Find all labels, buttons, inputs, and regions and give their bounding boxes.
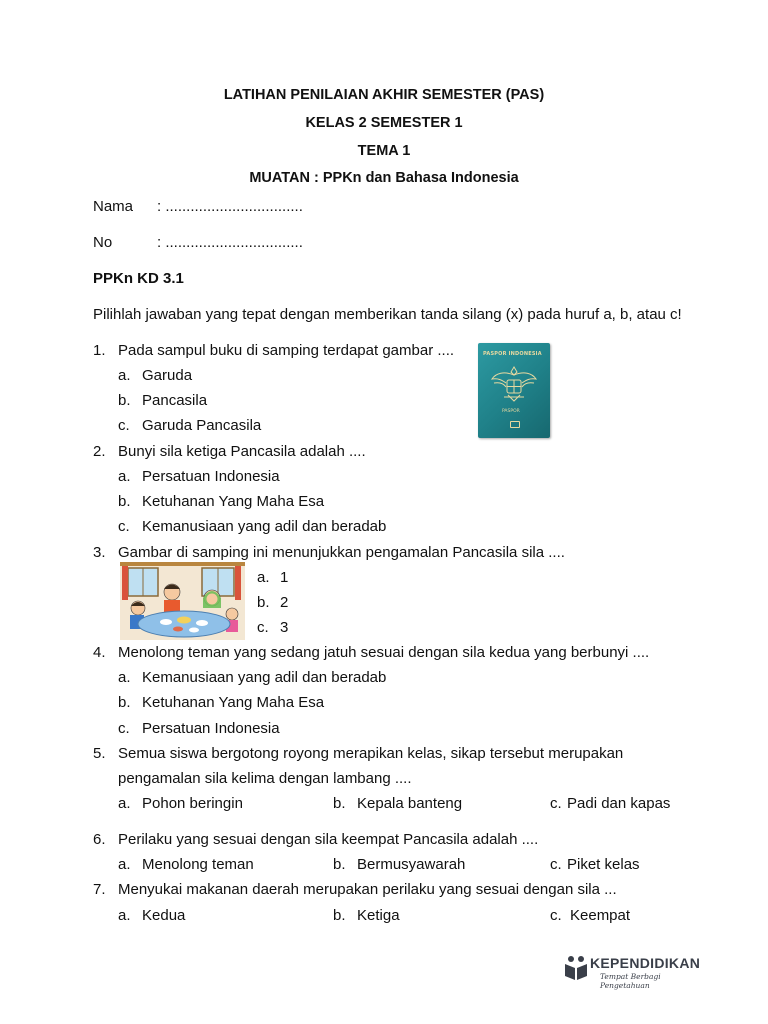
option-label: c. [257, 619, 269, 636]
no-field: : ................................. [157, 234, 303, 251]
kependidikan-logo [562, 953, 702, 990]
option-label: b. [333, 795, 346, 812]
option-label: a. [118, 367, 131, 384]
option-label: b. [118, 694, 131, 711]
option-text: Padi dan kapas [567, 795, 671, 812]
option-label: b. [118, 392, 131, 409]
question-text: Perilaku yang sesuai dengan sila keempat Pancasila adalah .... [118, 831, 539, 848]
option-label: b. [333, 856, 346, 873]
passport-title: PASPOR INDONESIA [483, 351, 542, 357]
question-text: Bunyi sila ketiga Pancasila adalah .... [118, 443, 366, 460]
question-text: Gambar di samping ini menunjukkan pengamalan Pancasila sila .... [118, 544, 565, 561]
question-text: Pada sampul buku di samping terdapat gambar .... [118, 342, 455, 359]
question-text: Menyukai makanan daerah merupakan perilaku yang sesuai dengan sila ... [118, 881, 617, 898]
subject-title: MUATAN : PPKn dan Bahasa Indonesia [249, 170, 519, 186]
option-text: Kemanusiaan yang adil dan beradab [142, 669, 387, 686]
option-label: c. [118, 417, 130, 434]
option-text: Ketuhanan Yang Maha Esa [142, 694, 325, 711]
book-people-icon [564, 955, 588, 981]
logo-tagline: Tempat Berbagi Pengetahuan [600, 972, 661, 990]
class-semester: KELAS 2 SEMESTER 1 [305, 115, 463, 131]
option-text: Kedua [142, 907, 186, 924]
garuda-emblem-icon [490, 363, 538, 405]
exam-title: LATIHAN PENILAIAN AKHIR SEMESTER (PAS) [223, 87, 545, 103]
option-label: c. [550, 856, 562, 873]
option-label: b. [257, 594, 270, 611]
question-text: Semua siswa bergotong royong merapikan kelas, sikap tersebut merupakan [118, 745, 624, 762]
option-label: a. [118, 468, 131, 485]
option-label: a. [118, 907, 131, 924]
option-text: Piket kelas [567, 856, 640, 873]
passport-subtitle: PASPOR [502, 409, 520, 414]
question-text: Menolong teman yang sedang jatuh sesuai dengan sila kedua yang berbunyi .... [118, 644, 650, 661]
option-text: 1 [280, 569, 289, 586]
option-text: Pancasila [142, 392, 208, 409]
chip-icon [510, 421, 520, 428]
section-title: PPKn KD 3.1 [93, 270, 184, 287]
no-label: No [93, 234, 113, 251]
question-number: 5. [93, 745, 106, 762]
option-text: Bermusyawarah [357, 856, 466, 873]
option-label: c. [118, 720, 130, 737]
option-text: Garuda [142, 367, 193, 384]
option-text: Ketuhanan Yang Maha Esa [142, 493, 325, 510]
question-number: 7. [93, 881, 106, 898]
option-label: c. [550, 907, 562, 924]
option-text: Kepala banteng [357, 795, 463, 812]
question-number: 1. [93, 342, 106, 359]
option-label: a. [118, 856, 131, 873]
theme-title: TEMA 1 [357, 143, 411, 159]
nama-label: Nama [93, 198, 134, 215]
option-text: 3 [280, 619, 289, 636]
question-number: 3. [93, 544, 106, 561]
option-text: Persatuan Indonesia [142, 468, 280, 485]
instruction: Pilihlah jawaban yang tepat dengan memberikan tanda silang (x) pada huruf a, b, atau c! [93, 306, 682, 323]
logo-name: KEPENDIDIKAN [590, 955, 701, 971]
question-number: 6. [93, 831, 106, 848]
option-label: b. [118, 493, 131, 510]
nama-field: : ................................. [157, 198, 303, 215]
option-label: c. [118, 518, 130, 535]
option-text: Pohon beringin [142, 795, 243, 812]
option-label: b. [333, 907, 346, 924]
question-number: 2. [93, 443, 106, 460]
option-text: Persatuan Indonesia [142, 720, 280, 737]
question-number: 4. [93, 644, 106, 661]
passport-image [478, 343, 550, 438]
option-label: a. [118, 669, 131, 686]
option-label: a. [257, 569, 270, 586]
option-text: Ketiga [357, 907, 400, 924]
option-text: Menolong teman [142, 856, 254, 873]
option-label: a. [118, 795, 131, 812]
option-text: Kemanusiaan yang adil dan beradab [142, 518, 387, 535]
option-text: Garuda Pancasila [142, 417, 262, 434]
question-text-continued: pengamalan sila kelima dengan lambang .... [118, 770, 412, 787]
option-text: Keempat [570, 907, 631, 924]
option-label: c. [550, 795, 562, 812]
family-meal-illustration [120, 562, 245, 640]
option-text: 2 [280, 594, 289, 611]
